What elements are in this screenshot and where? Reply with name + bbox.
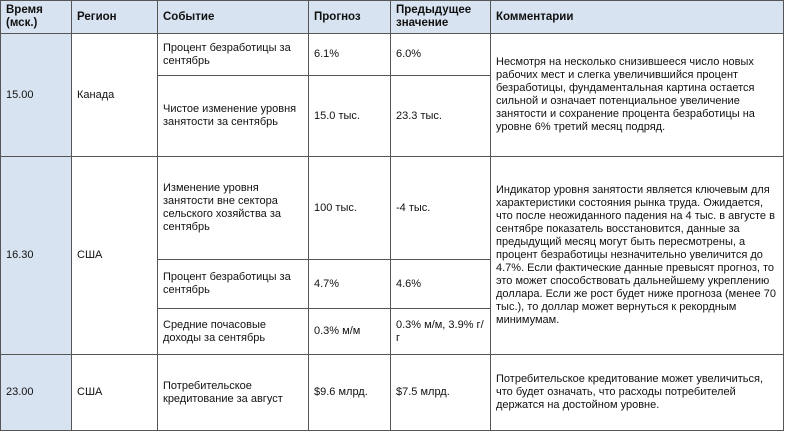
table-row [1, 34, 784, 76]
region-cell: Канада [72, 34, 158, 157]
header-region: Регион [72, 1, 158, 34]
time-cell: 15.00 [1, 34, 72, 157]
table-row [1, 157, 784, 260]
table-row [1, 355, 784, 431]
comment-cell: Индикатор уровня занятости является ключевым для характеристики состояния рынка труда. Ожидается, что после неожиданного падения на 4 тыс. в августе в сентябре показатель восстановится, данные за предыдущий месяц могут быть пересмотрены, а процент безработицы незначительно увеличится до 4.7%. Если фактические данные превысят прогноз, то это может способствовать дальнейшему укреплению доллара. Если же рост будет ниже прогноза (менее 70 тыс.), то доллар может вернуться к рекордным минимумам. [491, 157, 784, 355]
header-row [1, 1, 784, 34]
previous-cell: 0.3% м/м, 3.9% г/г [391, 309, 491, 355]
header-comments: Комментарии [491, 1, 784, 34]
event-cell: Процент безработицы за сентябрь [158, 260, 309, 309]
header-forecast: Прогноз [309, 1, 391, 34]
previous-cell: 23.3 тыс. [391, 76, 491, 157]
header-event: Событие [158, 1, 309, 34]
region-cell: США [72, 157, 158, 355]
previous-cell: $7.5 млрд. [391, 355, 491, 431]
event-cell: Чистое изменение уровня занятости за сентябрь [158, 76, 309, 157]
header-previous: Предыдущее значение [391, 1, 491, 34]
region-cell: США [72, 355, 158, 431]
event-cell: Процент безработицы за сентябрь [158, 34, 309, 76]
forecast-cell: $9.6 млрд. [309, 355, 391, 431]
header-time: Время (мск.) [1, 1, 72, 34]
forecast-cell: 0.3% м/м [309, 309, 391, 355]
time-cell: 23.00 [1, 355, 72, 431]
forecast-cell: 15.0 тыс. [309, 76, 391, 157]
time-cell: 16.30 [1, 157, 72, 355]
previous-cell: 6.0% [391, 34, 491, 76]
previous-cell: -4 тыс. [391, 157, 491, 260]
forecast-cell: 100 тыс. [309, 157, 391, 260]
forecast-cell: 6.1% [309, 34, 391, 76]
comment-cell: Потребительское кредитование может увеличиться, что будет означать, что расходы потребителей держатся на достойном уровне. [491, 355, 784, 431]
event-cell: Потребительское кредитование за август [158, 355, 309, 431]
event-cell: Средние почасовые доходы за сентябрь [158, 309, 309, 355]
forecast-cell: 4.7% [309, 260, 391, 309]
event-cell: Изменение уровня занятости вне сектора сельского хозяйства за сентябрь [158, 157, 309, 260]
previous-cell: 4.6% [391, 260, 491, 309]
comment-cell: Несмотря на несколько снизившееся число новых рабочих мест и слегка увеличившийся процент безработицы, фундаментальная картина остается сильной и означает потенциальное увеличение занятости и сохранение процента безработицы на уровне 6% третий месяц подряд. [491, 34, 784, 157]
